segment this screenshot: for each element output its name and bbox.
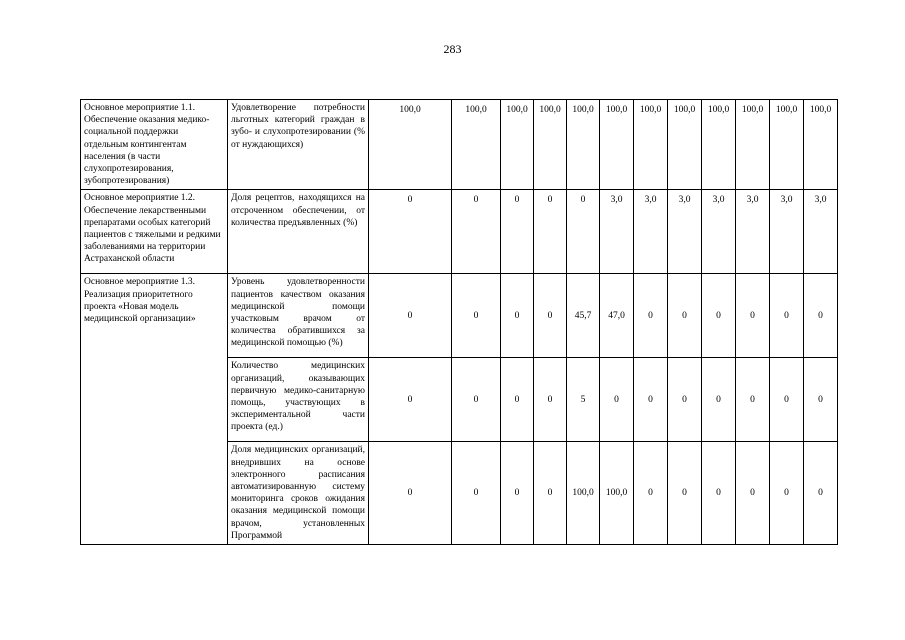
value-cell: 3,0 [634, 190, 668, 274]
value-cell: 100,0 [600, 442, 634, 545]
value-cell: 0 [452, 442, 501, 545]
indicator-cell: Удовлетворение потребности льготных категорий граждан в зубо- и слухопротезировании (% от нуждающихся) [228, 100, 369, 190]
value-cell: 100,0 [501, 100, 534, 190]
value-cell: 0 [534, 274, 567, 358]
value-cell: 3,0 [804, 190, 838, 274]
value-cell: 0 [702, 442, 736, 545]
value-cell: 100,0 [567, 100, 600, 190]
value-cell: 0 [369, 442, 452, 545]
value-cell: 0 [600, 358, 634, 442]
value-cell: 100,0 [600, 100, 634, 190]
value-cell: 0 [736, 274, 770, 358]
indicators-table [80, 99, 838, 545]
value-cell: 0 [501, 190, 534, 274]
value-cell: 0 [369, 274, 452, 358]
value-cell: 0 [702, 274, 736, 358]
activity-cell: Основное мероприятие 1.2. Обеспечение лекарственными препаратами особых категорий пациентов с тяжелыми и редкими заболеваниями на территории Астраханской области [81, 190, 228, 274]
value-cell: 0 [736, 442, 770, 545]
value-cell: 0 [634, 358, 668, 442]
value-cell: 0 [369, 190, 452, 274]
value-cell: 0 [534, 358, 567, 442]
value-cell: 100,0 [668, 100, 702, 190]
value-cell: 0 [702, 358, 736, 442]
indicator-cell: Доля медицинских организаций, внедривших на основе электронного расписания автоматизированную систему мониторинга сроков ожидания оказания медицинской помощи врачом, установленных Программой [228, 442, 369, 545]
value-cell: 0 [804, 442, 838, 545]
value-cell: 0 [534, 442, 567, 545]
table-row [81, 274, 838, 358]
value-cell: 0 [369, 358, 452, 442]
value-cell: 0 [770, 442, 804, 545]
value-cell: 0 [668, 442, 702, 545]
value-cell: 3,0 [600, 190, 634, 274]
value-cell: 3,0 [736, 190, 770, 274]
activity-cell: Основное мероприятие 1.1. Обеспечение оказания медико-социальной поддержки отдельным контингентам населения (в части слухопротезирования, зубопротезирования) [81, 100, 228, 190]
value-cell: 0 [567, 190, 600, 274]
value-cell: 100,0 [702, 100, 736, 190]
value-cell: 0 [501, 358, 534, 442]
value-cell: 0 [501, 442, 534, 545]
value-cell: 100,0 [567, 442, 600, 545]
indicator-cell: Количество медицинских организаций, оказывающих первичную медико-санитарную помощь, участвующих в экспериментальной части проекта (ед.) [228, 358, 369, 442]
value-cell: 0 [668, 358, 702, 442]
indicator-cell: Уровень удовлетворенности пациентов качеством оказания медицинской помощи участковым врачом от количества обратившихся за медицинской помощью (%) [228, 274, 369, 358]
activity-cell: Основное мероприятие 1.3. Реализация приоритетного проекта «Новая модель медицинской организации» [81, 274, 228, 545]
value-cell: 0 [501, 274, 534, 358]
value-cell: 0 [770, 274, 804, 358]
value-cell: 3,0 [770, 190, 804, 274]
value-cell: 0 [804, 358, 838, 442]
value-cell: 100,0 [534, 100, 567, 190]
value-cell: 100,0 [736, 100, 770, 190]
value-cell: 100,0 [369, 100, 452, 190]
value-cell: 0 [452, 190, 501, 274]
value-cell: 100,0 [452, 100, 501, 190]
page-number: 283 [443, 42, 462, 56]
indicator-cell: Доля рецептов, находящихся на отсроченном обеспечении, от количества предъявленных (%) [228, 190, 369, 274]
value-cell: 0 [804, 274, 838, 358]
value-cell: 0 [770, 358, 804, 442]
value-cell: 0 [534, 190, 567, 274]
value-cell: 3,0 [668, 190, 702, 274]
table-row [81, 190, 838, 274]
value-cell: 0 [634, 442, 668, 545]
value-cell: 0 [452, 358, 501, 442]
value-cell: 100,0 [634, 100, 668, 190]
value-cell: 3,0 [702, 190, 736, 274]
value-cell: 0 [736, 358, 770, 442]
value-cell: 0 [452, 274, 501, 358]
value-cell: 0 [668, 274, 702, 358]
table-row [81, 100, 838, 190]
value-cell: 0 [634, 274, 668, 358]
value-cell: 5 [567, 358, 600, 442]
value-cell: 45,7 [567, 274, 600, 358]
value-cell: 100,0 [804, 100, 838, 190]
value-cell: 47,0 [600, 274, 634, 358]
value-cell: 100,0 [770, 100, 804, 190]
